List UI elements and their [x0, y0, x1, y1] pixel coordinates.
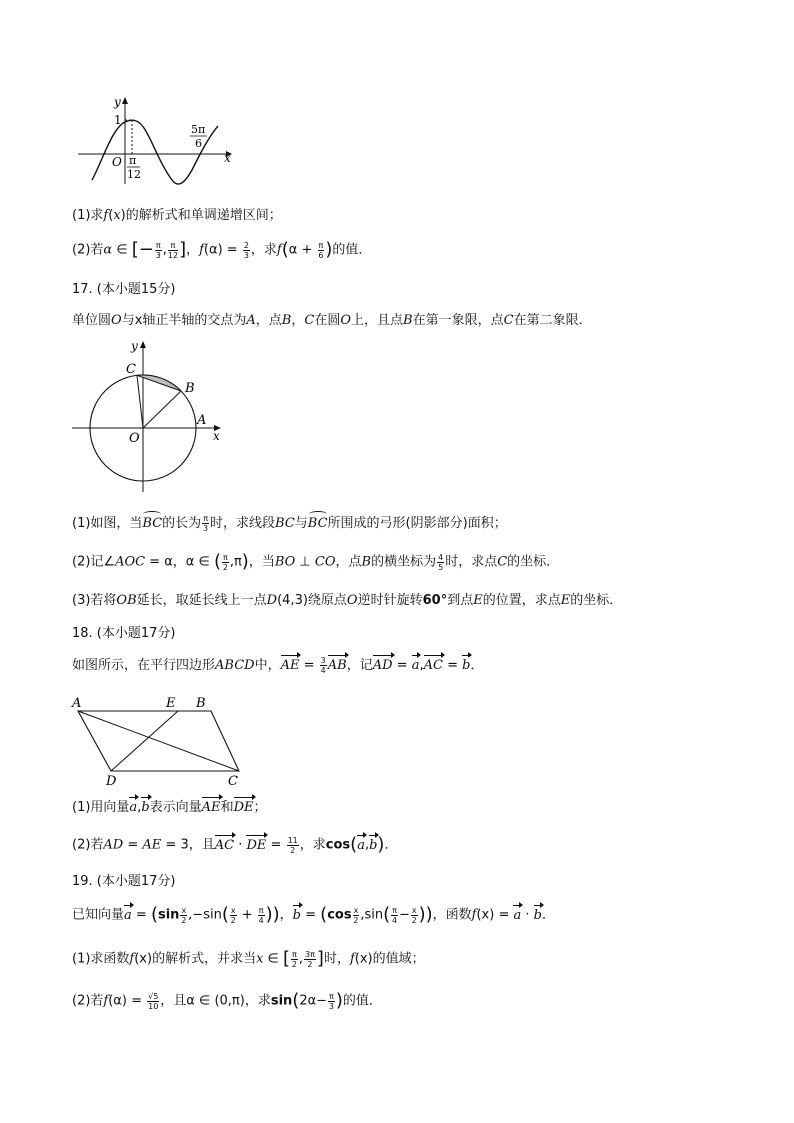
point-c-label: C: [126, 362, 136, 377]
point-a-label: A: [197, 413, 207, 428]
text: O: [111, 313, 122, 328]
text: ,: [298, 951, 304, 967]
point-b-label: B: [196, 696, 206, 711]
text: =: [301, 907, 321, 923]
text: ．: [470, 658, 484, 673]
text: +: [237, 907, 257, 923]
origin-label: O: [112, 155, 122, 169]
text: O: [340, 313, 352, 328]
q19-header: 19. (本小题17分): [72, 874, 176, 889]
text: 在第一象限，点: [412, 313, 504, 328]
text: (: [350, 834, 358, 855]
fraction: $\frac{x}{2}$: [411, 905, 417, 925]
text: ): [325, 239, 333, 260]
text: 的坐标．: [507, 554, 560, 570]
text: = 3，且: [161, 837, 215, 853]
text: (: [213, 551, 221, 572]
fraction: $\frac{x}{2}$: [230, 905, 236, 925]
text: f: [471, 907, 477, 923]
x-label: x: [224, 151, 231, 165]
text: AOC: [115, 554, 146, 570]
fraction: $\frac{x}{2}$: [353, 905, 359, 925]
vector: a: [513, 906, 521, 926]
text: 表示向量: [149, 800, 202, 815]
text: ，当: [248, 554, 275, 570]
text: =: [392, 658, 412, 673]
fraction: $\frac{\pi}{4}$: [391, 905, 398, 925]
q17-intro: [72, 311, 592, 331]
text: C: [497, 554, 508, 570]
text: 已知向量: [72, 907, 125, 923]
text: ,: [162, 242, 167, 258]
text: cos: [325, 837, 351, 853]
text: (1)用向量: [72, 800, 130, 815]
x-label: x: [213, 429, 220, 443]
text: (2)若: [72, 242, 104, 258]
text: (: [292, 990, 300, 1011]
fraction: $\frac{x}{2}$: [181, 905, 187, 925]
text: =: [222, 242, 242, 258]
shaded-segment: [137, 375, 181, 391]
vector: AB: [328, 656, 347, 676]
text: cos: [327, 907, 352, 923]
text: =: [123, 837, 143, 853]
fraction: $\frac{√5}{10}$: [148, 991, 159, 1011]
text: (3)若将: [72, 593, 117, 608]
text: 的坐标．: [570, 593, 623, 608]
text: 的值．: [332, 242, 372, 258]
fraction: $\frac{\pi}{12}$: [167, 240, 179, 260]
text: (1)如图，当: [72, 516, 143, 531]
q18-part1: [72, 798, 267, 818]
one-label: 1: [114, 113, 122, 127]
fraction: $\frac{\pi}{3}$: [155, 240, 161, 260]
5pi6-den: 6: [195, 137, 202, 150]
text: 延长，取延长线上一点: [136, 593, 267, 608]
text: (2)记∠: [72, 554, 116, 570]
text: (: [383, 904, 391, 925]
5pi6-num: 5π: [191, 123, 206, 136]
fraction: $\frac{2}{3}$: [243, 240, 249, 260]
text: D: [266, 593, 278, 608]
fraction: $\frac{11}{2}$: [287, 835, 298, 855]
pi12-den: 12: [127, 168, 141, 181]
q17-part3: [72, 591, 622, 611]
text: 的值．: [342, 993, 382, 1009]
text: ,: [364, 837, 370, 853]
text: (: [221, 904, 229, 925]
y-label: y: [114, 95, 121, 109]
text: ·: [234, 837, 247, 853]
segment-de: [111, 711, 178, 771]
text: ): [425, 904, 433, 925]
y-axis-arrow: [122, 97, 128, 104]
text: (x)的值域；: [354, 951, 425, 967]
vector: a: [357, 836, 365, 856]
text: 的横坐标为: [371, 554, 437, 570]
text: (: [320, 904, 328, 925]
text: f: [276, 242, 282, 258]
text: ]: [316, 948, 324, 969]
vector: b: [462, 656, 470, 676]
point-e-label: E: [166, 696, 176, 711]
text: ,π: [229, 554, 242, 570]
text: E: [560, 593, 571, 608]
text: BO: [274, 554, 296, 570]
text: f: [129, 951, 135, 967]
vector: AE: [202, 798, 221, 818]
fraction: $\frac{\pi}{3}$: [328, 991, 335, 1011]
text: [: [283, 948, 291, 969]
text: BC: [275, 516, 295, 531]
text: )的解析式和单调递增区间；: [120, 208, 282, 223]
text: 所围成的弓形(阴影部分)面积；: [327, 516, 507, 531]
text: ,−sin: [188, 907, 222, 923]
unit-circle-figure: [68, 336, 228, 496]
text: 单位圆: [72, 313, 112, 328]
text: ，: [291, 313, 305, 328]
text: ): [272, 904, 280, 925]
point-b-label: B: [185, 381, 195, 396]
text: O: [346, 593, 358, 608]
text: (4,3)绕原点: [277, 593, 347, 608]
text: f: [199, 242, 204, 258]
y-label: y: [131, 339, 138, 353]
origin-label: O: [129, 431, 140, 446]
text: α: [103, 242, 113, 258]
text: C: [304, 313, 315, 328]
q19-part2: [72, 991, 382, 1012]
text: sin: [270, 993, 293, 1009]
q19-intro: [72, 905, 555, 926]
text: (α): [203, 242, 223, 258]
text: A: [246, 313, 256, 328]
text: 与: [294, 516, 308, 531]
text: ⊥: [295, 554, 315, 570]
vector: AD: [373, 656, 393, 676]
text: (2)若: [72, 993, 104, 1009]
text: B: [361, 554, 372, 570]
text: ABCD: [215, 658, 255, 673]
q18-intro: [72, 656, 483, 676]
text: [−: [131, 239, 154, 260]
text: (1)求函数: [72, 951, 130, 967]
q17-header: 17. (本小题15分): [72, 282, 176, 297]
fraction: $\frac{\pi}{2}$: [291, 949, 297, 969]
text: (x)的解析式，并求当: [134, 951, 257, 967]
text: = α，α ∈: [145, 554, 214, 570]
text: (: [108, 208, 114, 223]
fraction: $\frac{\pi}{2}$: [222, 552, 228, 572]
text: ，点: [335, 554, 362, 570]
text: ；: [253, 800, 267, 815]
segment-oc: [137, 375, 143, 428]
q17-part2: [72, 552, 559, 573]
point-a-label: A: [72, 696, 82, 711]
fraction: $\frac{\pi}{4}$: [258, 905, 264, 925]
point-c-label: C: [228, 774, 238, 789]
q17-part1: [72, 514, 507, 534]
text: ，点: [255, 313, 282, 328]
vector: AE: [281, 656, 300, 676]
text: B: [403, 313, 413, 328]
arc-bc: BC: [308, 514, 328, 534]
text: ，且α ∈ (0,π)，求: [160, 993, 271, 1009]
text: 时，: [323, 951, 350, 967]
text: sin: [157, 907, 180, 923]
text: 的位置，求点: [482, 593, 561, 608]
vector: a: [412, 656, 420, 676]
text: ∈: [263, 951, 284, 967]
text: ．: [541, 907, 555, 923]
text: x: [113, 208, 121, 223]
text: 逆时针旋转: [357, 593, 423, 608]
text: (2)若: [72, 837, 104, 853]
text: B: [281, 313, 292, 328]
text: AD: [103, 837, 124, 853]
text: E: [473, 593, 483, 608]
text: CO: [314, 554, 336, 570]
text: ): [377, 834, 385, 855]
text: ,sin: [360, 907, 384, 923]
vector: b: [534, 906, 542, 926]
fraction: $\frac{\pi}{6}$: [318, 240, 324, 260]
text: (x) =: [476, 907, 514, 923]
text: 时，求线段: [210, 516, 276, 531]
q16-part1: [72, 206, 282, 226]
q19-part1: [72, 949, 425, 970]
parallelogram-figure: [68, 692, 253, 792]
text: ): [335, 990, 343, 1011]
text: (α) =: [108, 993, 147, 1009]
text: =: [299, 658, 319, 673]
text: f: [349, 951, 355, 967]
text: ，求: [250, 242, 277, 258]
text: 的长为: [162, 516, 202, 531]
sine-graph: [74, 92, 244, 188]
text: =: [266, 837, 286, 853]
q18-header: 18. (本小题17分): [72, 626, 176, 641]
text: ，函数: [432, 907, 472, 923]
text: x: [256, 951, 264, 967]
vector: AC: [215, 836, 234, 856]
q18-part2: [72, 835, 397, 856]
y-axis-arrow: [140, 341, 146, 348]
text: f: [103, 208, 109, 223]
fraction: $\frac{3}{4}$: [320, 656, 326, 675]
text: (1)求: [72, 208, 104, 223]
text: ): [418, 904, 426, 925]
text: 在第二象限．: [513, 313, 592, 328]
fraction: $\frac{\pi}{3}$: [203, 514, 209, 533]
text: (: [281, 239, 289, 260]
text: 如图所示，在平行四边形: [72, 658, 216, 673]
text: ，记: [346, 658, 373, 673]
text: ,: [419, 658, 424, 673]
text: ): [241, 551, 249, 572]
text: α +: [288, 242, 317, 258]
text: 60°: [422, 593, 448, 608]
text: ，求: [299, 837, 326, 853]
text: ，: [186, 242, 200, 258]
text: 和: [220, 800, 234, 815]
text: 与x轴正半轴的交点为: [121, 313, 247, 328]
vector: a: [124, 906, 132, 926]
text: ·: [521, 907, 534, 923]
text: f: [103, 993, 109, 1009]
text: ): [265, 904, 273, 925]
text: ,: [137, 800, 142, 815]
text: C: [503, 313, 514, 328]
text: 上，且点: [351, 313, 404, 328]
text: 在圆: [314, 313, 341, 328]
pi12-num: π: [129, 154, 137, 167]
text: 2α−: [299, 993, 328, 1009]
text: 中，: [254, 658, 281, 673]
text: −: [398, 907, 410, 923]
point-d-label: D: [106, 774, 117, 789]
fraction: $\frac{4}{5}$: [438, 552, 444, 572]
vector: DE: [246, 836, 266, 856]
q16-part2: [72, 240, 371, 261]
text: 到点: [447, 593, 474, 608]
text: ]: [179, 239, 187, 260]
vector: b: [141, 798, 149, 818]
text: (: [150, 904, 158, 925]
text: 时，求点: [445, 554, 498, 570]
segment-ob: [143, 391, 181, 428]
fraction: $\frac{3\pi}{2}$: [305, 949, 315, 969]
text: ∈: [112, 242, 132, 258]
vector: DE: [234, 798, 254, 818]
vector: b: [293, 906, 301, 926]
text: ．: [384, 837, 398, 853]
vector: a: [129, 798, 137, 818]
text: =: [131, 907, 151, 923]
arc-bc: BC: [142, 514, 162, 534]
text: AE: [142, 837, 162, 853]
vector: b: [369, 836, 377, 856]
vector: AC: [424, 656, 443, 676]
text: =: [442, 658, 463, 673]
text: OB: [116, 593, 137, 608]
text: ，: [279, 907, 293, 923]
